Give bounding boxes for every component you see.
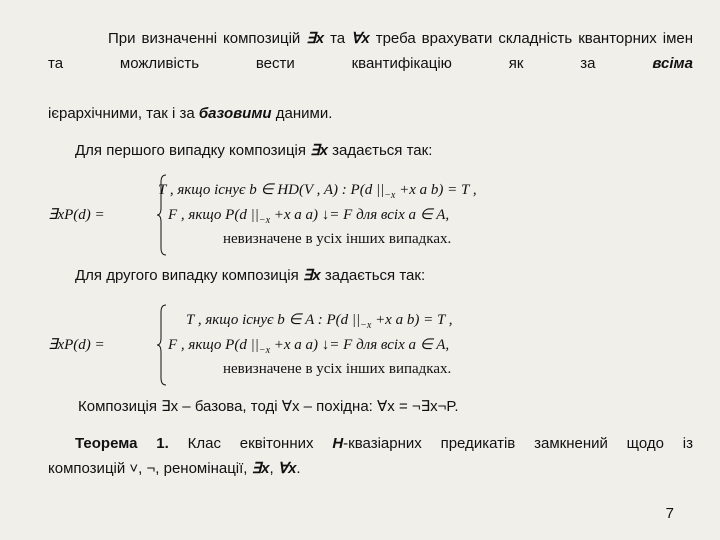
intro-line3b: даними.: [275, 105, 333, 122]
formula2-case-false-text: F , якщо P(d ||: [168, 337, 259, 353]
page-number: 7: [665, 505, 674, 522]
theorem-text-c: композицій: [48, 460, 126, 477]
formula1-case-undefined: невизначене в усіх інших випадках.: [223, 231, 452, 247]
formula2-case-false: [168, 335, 449, 356]
formula1-case-false-text: F , якщо P(d ||: [168, 207, 259, 223]
theorem-last-line: [48, 456, 693, 481]
exists-x-symbol: ∃x: [306, 30, 325, 47]
exists-x-symbol: ∃x: [310, 142, 328, 159]
theorem-text-a: Клас еквітонних: [187, 435, 314, 452]
theorem-h-symbol: H: [332, 435, 344, 452]
formula1-case-false-sub: −x: [258, 215, 271, 226]
intro-emphasis-basic: базовими: [198, 105, 272, 122]
formula2-case-true-sub: −x: [360, 320, 372, 331]
theorem-paragraph: [48, 431, 693, 456]
intro-line2a: кванторних імен та можливість вести квантифікацію як за: [48, 30, 694, 72]
formula1-case-true-tail: +x а b) = T ,: [395, 182, 477, 198]
theorem-text-d: , реномінації,: [155, 460, 248, 477]
theorem-end: .: [296, 460, 301, 477]
formula1-case-false: [168, 205, 449, 226]
formula-case2: [48, 304, 698, 386]
case2-intro-tail: задається так:: [324, 267, 426, 284]
intro-line3a: ієрархічними, так і за: [48, 105, 195, 122]
intro-line1b: та: [330, 30, 346, 47]
formula1-lhs: ∃xP(d) =: [48, 207, 105, 223]
formula2-case-true-tail: +x а b) = T ,: [371, 312, 453, 328]
formula2-case-true: [186, 310, 453, 331]
formula2-case-false-sub: −x: [258, 345, 271, 356]
intro-paragraph: [48, 26, 693, 76]
theorem-separator: ,: [269, 460, 274, 477]
formula1-case-true-sub: −x: [384, 190, 396, 201]
intro-paragraph-last-line: [48, 101, 693, 126]
formula2-case-false-tail: +x а a) ↓= F для всіх a ∈ A,: [270, 337, 450, 353]
formula1-case-true: [158, 180, 477, 201]
formula-case1: [48, 174, 698, 256]
intro-line1a: При визначенні композицій: [108, 30, 301, 47]
case1-intro-text: Для першого випадку композиція: [75, 142, 306, 159]
formula2-lhs: ∃xP(d) =: [48, 337, 105, 353]
exists-x-symbol: ∃x: [302, 267, 321, 284]
intro-emphasis-all: всіма: [652, 55, 693, 72]
theorem-operators: ˅, ¬: [129, 460, 156, 477]
case2-intro: [75, 263, 720, 288]
left-brace-icon: [157, 304, 167, 386]
theorem-text-b: -квазіарних предикатів замкнений щодо із: [343, 435, 693, 452]
theorem-label: Теорема 1.: [75, 435, 169, 452]
forall-x-symbol: ∀x: [351, 30, 370, 47]
formula2-case-undefined: невизначене в усіх інших випадках.: [223, 361, 452, 377]
composition-statement: Композиція ∃x – базова, тоді ∀x – похідна: ∀x = ¬∃x¬P.: [78, 398, 459, 415]
forall-x-symbol: ∀x: [277, 460, 297, 477]
formula2-case-true-text: T , якщо існує b ∈ A : P(d ||: [186, 312, 361, 328]
intro-line1c: треба врахувати складність: [375, 30, 573, 47]
exists-x-symbol: ∃x: [251, 460, 270, 477]
case1-intro-tail: задається так:: [332, 142, 433, 159]
case1-intro: [75, 138, 720, 163]
formula1-case-false-tail: +x а a) ↓= F для всіх a ∈ A,: [270, 207, 450, 223]
case2-intro-text: Для другого випадку композиція: [75, 267, 299, 284]
formula1-case-true-text: T , якщо існує b ∈ HD(V , A) : P(d ||: [158, 182, 385, 198]
